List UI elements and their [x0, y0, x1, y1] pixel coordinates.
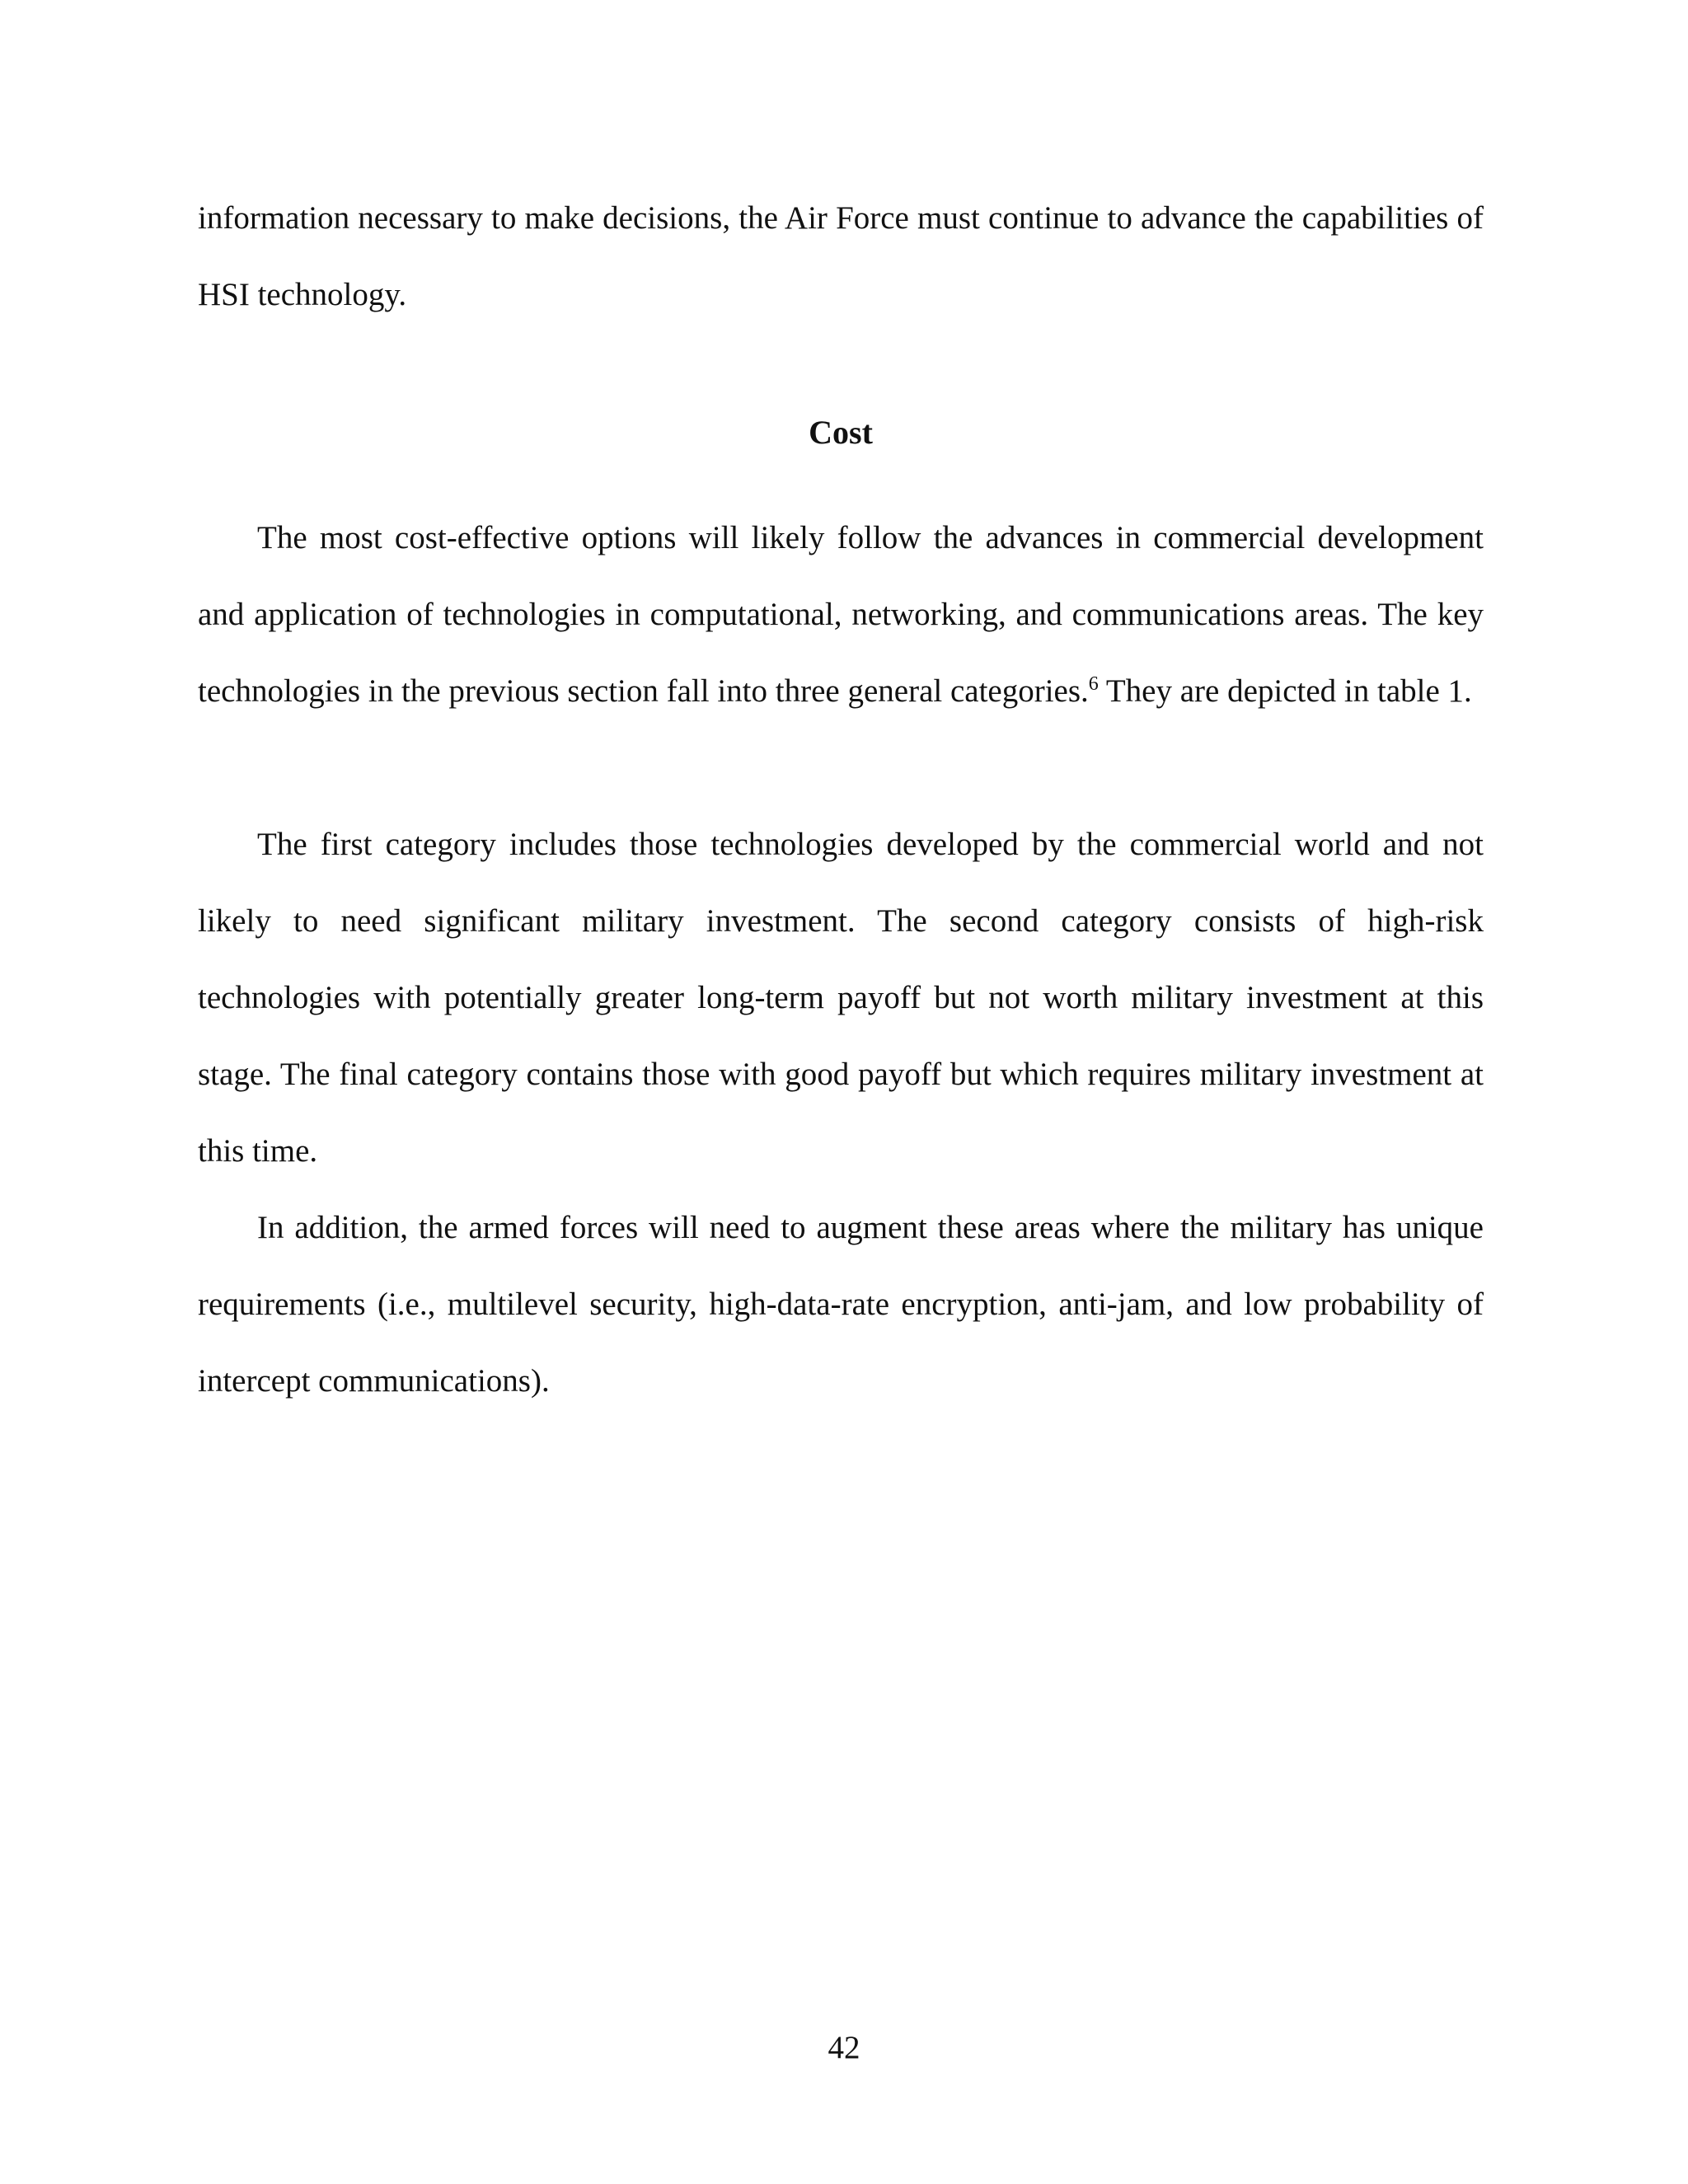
- page-number: 42: [828, 2030, 860, 2065]
- paragraph-text: The most cost-effective options will likely follow the advances in commercial development and application of technologies in computational, networking, and communications areas. The key technologies in the previous section fall into three general categories.: [198, 520, 1484, 709]
- paragraph-categories: The first category includes those technologies developed by the commercial world and not likely to need significant military investment. The second category consists of high-risk technologies with potentially greater long-term payoff but not worth military investment at this stage. The final category contains those with good payoff but which requires military investment at this time.: [198, 827, 1484, 1169]
- paragraph-text: They are depicted in table 1.: [1098, 673, 1472, 709]
- paragraph-military-requirements: In addition, the armed forces will need to augment these areas where the military has unique requirements (i.e., multilevel security, high-data-rate encryption, anti-jam, and low probability of intercept communications).: [198, 1210, 1484, 1399]
- continuation-paragraph: information necessary to make decisions, the Air Force must continue to advance the capabilities of HSI technology.: [198, 200, 1484, 312]
- section-heading: Cost: [809, 414, 873, 451]
- paragraph-cost-options: [198, 499, 1484, 729]
- footnote-marker: 6: [1088, 673, 1099, 695]
